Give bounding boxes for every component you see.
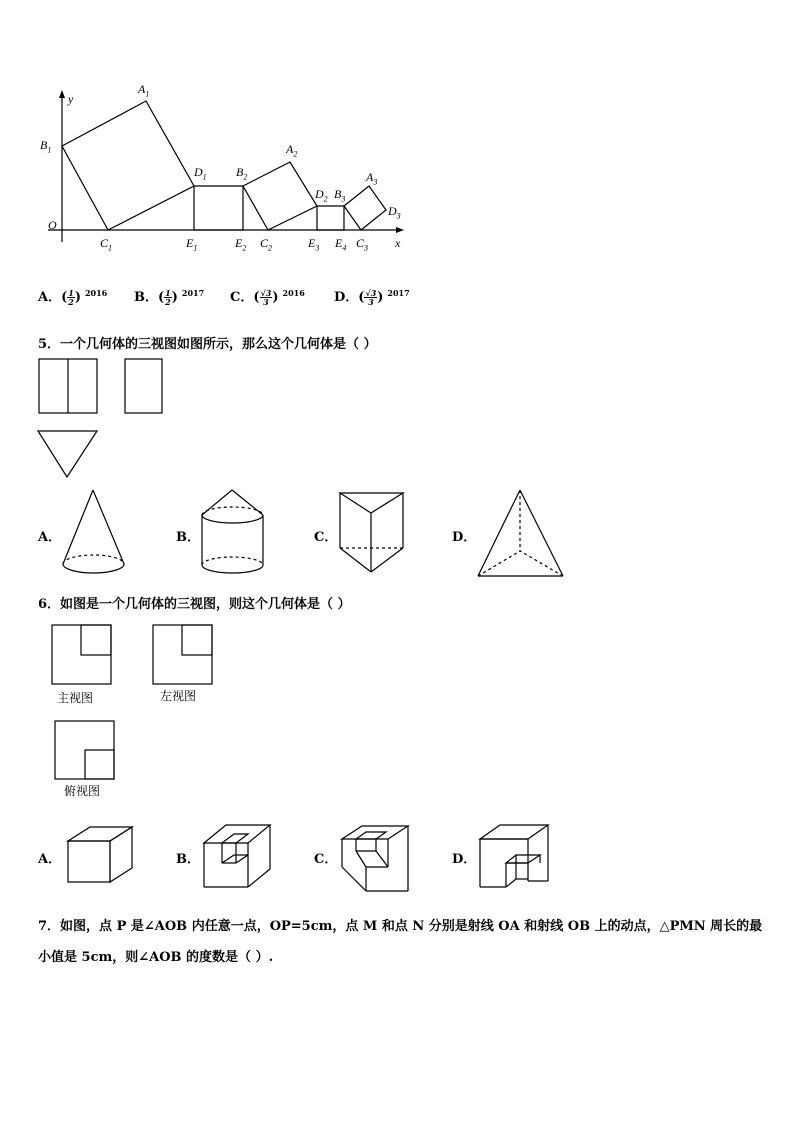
q5-triangular-pyramid [478, 490, 563, 576]
square-2 [194, 186, 243, 230]
q4-option-c[interactable]: C．( $\frac{√3}{3}$ ) $^{2016}$ [230, 287, 305, 307]
label-B2: $B_2$ [236, 165, 248, 182]
q6-option-d[interactable]: D． [452, 852, 477, 867]
q5-top-view [38, 431, 97, 477]
label-E2: $E_2$ [235, 236, 247, 253]
label-A2: $A_2$ [286, 142, 298, 159]
q6-question: 6．如图是一个几何体的三视图，则这个几何体是（ ） [38, 597, 351, 612]
q5-cylinder-cone [202, 490, 263, 573]
label-C2: $C_2$ [260, 236, 273, 253]
q4-option-d[interactable]: D．( $\frac{√3}{3}$ ) $^{2017}$ [334, 287, 410, 307]
square-1 [62, 101, 194, 230]
q6-notched-cube-c [342, 826, 408, 891]
q7-question-line2: 小值是 5cm，则∠AOB 的度数是（ ）. [38, 950, 274, 965]
q4-figure [0, 0, 794, 280]
label-E1: $E_1$ [186, 236, 198, 253]
q5-triangular-prism [340, 493, 403, 572]
q6-notched-cube-b [204, 825, 270, 887]
q6-option-a[interactable]: A． [38, 852, 62, 867]
origin-label: O [48, 218, 57, 232]
q4-option-a[interactable]: A．( $\frac{1}{2}$ ) $^{2016}$ [38, 287, 108, 307]
label-A1: $A_1$ [138, 82, 150, 99]
label-E4: $E_4$ [335, 236, 347, 253]
label-C3: $C_3$ [356, 236, 369, 253]
q7-question-line1: 7．如图，点 P 是∠AOB 内任意一点，OP=5cm，点 M 和点 N 分别是射线 OA 和射线 OB 上的动点，△PMN 周长的最 [38, 919, 763, 934]
q6-three-views [0, 620, 794, 800]
q6-option-c[interactable]: C． [314, 852, 338, 867]
q5-option-a[interactable]: A． [38, 530, 62, 545]
square-4 [317, 206, 344, 230]
q4-option-b[interactable]: B．( $\frac{1}{2}$ ) $^{2017}$ [134, 287, 205, 307]
q5-cone [63, 490, 124, 573]
label-B3: $B_3$ [334, 187, 346, 204]
q5-three-views [0, 355, 794, 495]
axis-x-label: x [395, 236, 401, 250]
q6-left-view-label: 左视图 [160, 689, 197, 703]
q6-top-view-label: 俯视图 [64, 784, 101, 798]
label-D1: $D_1$ [194, 165, 207, 182]
q6-left-view [153, 625, 212, 684]
label-B1: $B_1$ [40, 138, 52, 155]
q5-option-c[interactable]: C． [314, 530, 338, 545]
q5-option-shapes [0, 485, 794, 585]
label-E3: $E_3$ [308, 236, 320, 253]
label-A3: $A_3$ [366, 170, 378, 187]
q6-option-shapes [0, 815, 794, 895]
axis-y-label: y [68, 92, 74, 106]
q6-front-view [52, 625, 111, 684]
q5-option-b[interactable]: B． [176, 530, 200, 545]
square-5 [344, 186, 386, 230]
label-C1: $C_1$ [100, 236, 113, 253]
q6-cube [68, 827, 132, 882]
q6-top-view [55, 721, 114, 779]
y-axis-arrow [59, 90, 65, 98]
label-D3: $D_3$ [388, 204, 401, 221]
q5-left-view [125, 359, 162, 413]
q5-question: 5．一个几何体的三视图如图所示，那么这个几何体是（ ） [38, 337, 377, 352]
q6-option-b[interactable]: B． [176, 852, 200, 867]
x-axis-arrow [396, 227, 404, 233]
q6-notched-cube-d [480, 825, 548, 887]
square-3 [243, 162, 317, 230]
label-D2: $D_2$ [315, 187, 328, 204]
q6-front-view-label: 主视图 [57, 691, 94, 705]
q5-option-d[interactable]: D． [452, 530, 477, 545]
q4-options [38, 284, 458, 312]
